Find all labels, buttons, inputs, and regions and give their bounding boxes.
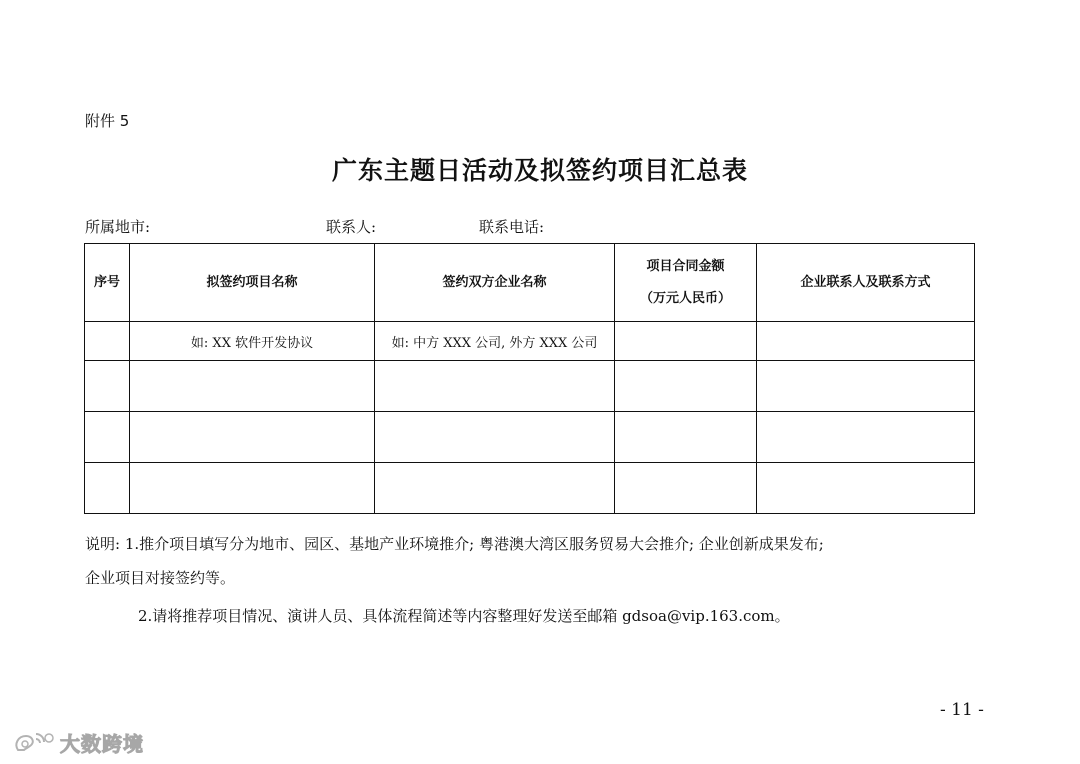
header-no: 序号 — [85, 244, 130, 322]
city-field-label: 所属地市: — [85, 218, 151, 236]
cell-contact[interactable] — [757, 463, 975, 514]
header-amount — [615, 244, 757, 322]
table-row — [85, 412, 975, 463]
header-parties: 签约双方企业名称 — [375, 244, 615, 322]
header-contact: 企业联系人及联系方式 — [757, 244, 975, 322]
attachment-label: 附件 5 — [85, 112, 130, 130]
cell-project[interactable] — [130, 463, 375, 514]
note-line-3: 2.请将推荐项目情况、演讲人员、具体流程简述等内容整理好发送至邮箱 gdsoa@vip.163.com。 — [138, 607, 790, 625]
cell-parties[interactable] — [375, 361, 615, 412]
contact-phone-label: 联系电话: — [479, 218, 545, 236]
cell-contact[interactable] — [757, 361, 975, 412]
header-amount-line1: 项目合同金额 — [646, 258, 725, 274]
cell-parties[interactable] — [375, 463, 615, 514]
note-line-2: 企业项目对接签约等。 — [85, 569, 236, 587]
table-row — [85, 361, 975, 412]
watermark-text: 大数跨境 — [60, 732, 144, 756]
header-project-name: 拟签约项目名称 — [130, 244, 375, 322]
cell-contact[interactable] — [757, 322, 975, 361]
table-row — [85, 463, 975, 514]
cell-no[interactable] — [85, 412, 130, 463]
cell-no[interactable] — [85, 322, 130, 361]
example-parties-cell[interactable]: 如: 中方 XXX 公司, 外方 XXX 公司 — [375, 322, 615, 361]
weibo-logo-icon — [12, 730, 56, 756]
header-amount-line2: （万元人民币） — [639, 290, 731, 306]
cell-amount[interactable] — [615, 463, 757, 514]
notes — [85, 527, 990, 633]
table-header-row — [85, 244, 975, 322]
cell-project[interactable] — [130, 361, 375, 412]
contact-person-label: 联系人: — [326, 218, 377, 236]
cell-amount[interactable] — [615, 361, 757, 412]
example-project-cell[interactable]: 如: XX 软件开发协议 — [130, 322, 375, 361]
cell-amount[interactable] — [615, 322, 757, 361]
cell-contact[interactable] — [757, 412, 975, 463]
cell-no[interactable] — [85, 361, 130, 412]
summary-table — [84, 243, 975, 514]
cell-no[interactable] — [85, 463, 130, 514]
document-title: 广东主题日活动及拟签约项目汇总表 — [331, 156, 748, 185]
cell-parties[interactable] — [375, 412, 615, 463]
watermark — [12, 728, 144, 757]
note-line-1: 说明: 1.推介项目填写分为地市、园区、基地产业环境推介; 粤港澳大湾区服务贸易大会推介; 企业创新成果发布; — [85, 535, 824, 553]
table-row-example — [85, 322, 975, 361]
page-number: - 11 - — [940, 700, 984, 720]
cell-amount[interactable] — [615, 412, 757, 463]
cell-project[interactable] — [130, 412, 375, 463]
info-row — [85, 216, 985, 238]
